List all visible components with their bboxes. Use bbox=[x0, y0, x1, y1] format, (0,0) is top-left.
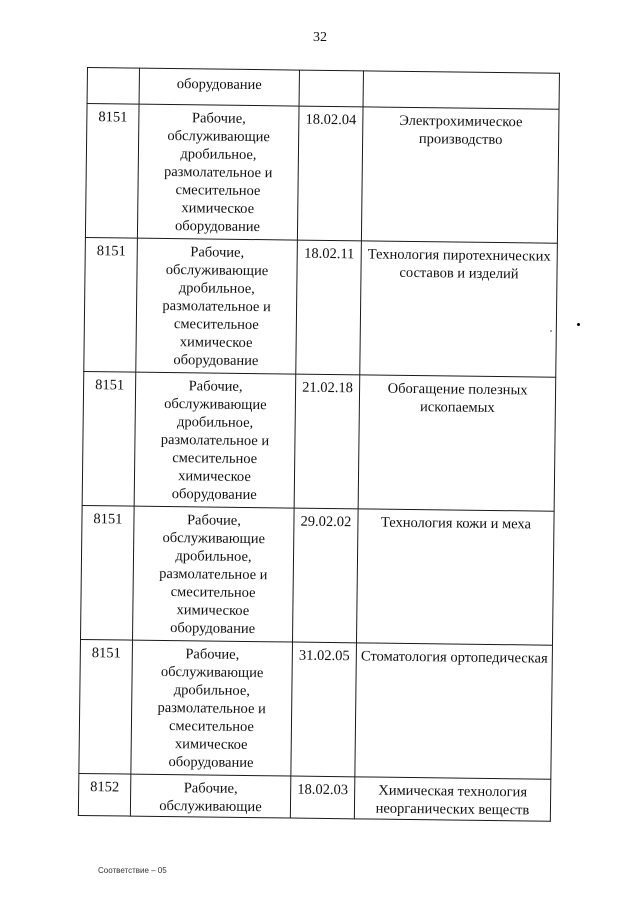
footer-stamp: Соответствие – 05 bbox=[98, 866, 167, 875]
table-row bbox=[81, 505, 555, 645]
cell-number: 21.02.18 bbox=[294, 374, 360, 509]
cell-number bbox=[299, 70, 363, 107]
cell-name: Рабочие, обслуживающие дробильное, размолательное и смесительное химическое оборудование bbox=[133, 506, 295, 642]
cell-code bbox=[87, 68, 139, 105]
scan-speck bbox=[577, 323, 580, 326]
cell-specialty: Технология кожи и меха bbox=[356, 509, 554, 645]
cell-name: Рабочие, обслуживающие bbox=[130, 774, 291, 818]
cell-name: оборудование bbox=[139, 68, 299, 106]
table-row-continuation bbox=[87, 68, 559, 110]
cell-name: Рабочие, обслуживающие дробильное, размолательное и смесительное химическое оборудование bbox=[131, 640, 293, 776]
cell-number: 18.02.11 bbox=[296, 240, 362, 375]
cell-specialty: Обогащение полезных ископаемых bbox=[358, 375, 556, 511]
cell-specialty: Технология пиротехнических составов и изделий bbox=[360, 241, 558, 377]
cell-specialty: Химическая технология неорганических веществ bbox=[354, 777, 550, 821]
table-row bbox=[79, 639, 553, 779]
cell-specialty: Стоматология ортопедическая bbox=[355, 643, 553, 779]
cell-code: 8151 bbox=[85, 104, 139, 239]
table-row bbox=[85, 104, 559, 244]
table-row bbox=[82, 371, 556, 511]
cell-number: 31.02.05 bbox=[291, 642, 357, 777]
table-row bbox=[84, 237, 558, 377]
cell-name: Рабочие, обслуживающие дробильное, размолательное и смесительное химическое оборудование bbox=[134, 372, 296, 508]
cell-name: Рабочие, обслуживающие дробильное, размолательное и смесительное химическое оборудование bbox=[137, 104, 299, 240]
scan-speck bbox=[550, 330, 552, 332]
cell-code: 8151 bbox=[82, 371, 136, 506]
occupations-table bbox=[78, 67, 560, 822]
cell-number: 18.02.03 bbox=[290, 776, 355, 819]
cell-name: Рабочие, обслуживающие дробильное, размолательное и смесительное химическое оборудование bbox=[136, 238, 298, 374]
page-number: 32 bbox=[313, 30, 327, 45]
cell-code: 8151 bbox=[81, 505, 135, 640]
cell-number: 18.02.04 bbox=[297, 106, 363, 241]
cell-code: 8151 bbox=[79, 639, 133, 774]
cell-code: 8151 bbox=[84, 237, 138, 372]
cell-code: 8152 bbox=[78, 773, 131, 816]
cell-number: 29.02.02 bbox=[292, 508, 358, 643]
cell-specialty bbox=[363, 71, 559, 109]
table-row bbox=[78, 773, 550, 821]
cell-specialty: Электрохимическое производство bbox=[361, 107, 559, 243]
